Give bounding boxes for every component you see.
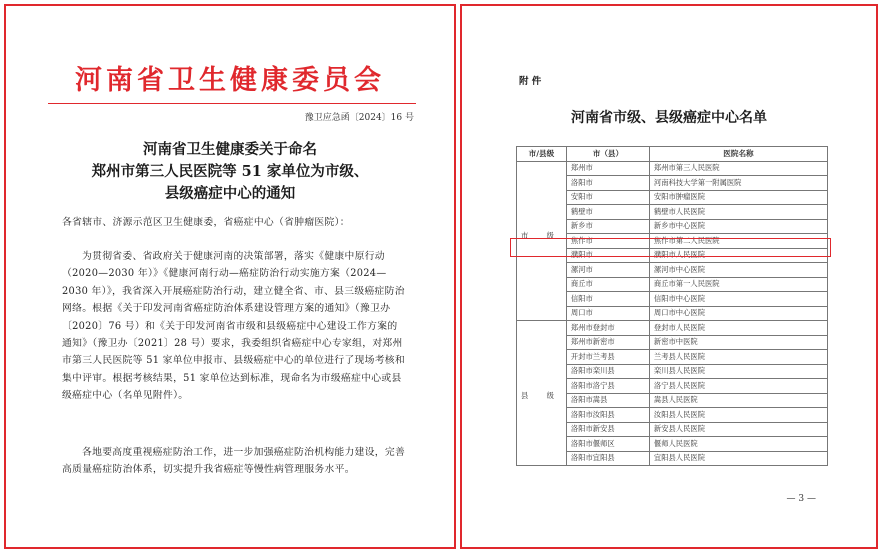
notice-page [4,4,456,549]
letterhead-divider [48,103,416,104]
table-body [517,161,828,466]
city-cell: 洛阳市嵩县 [566,393,649,408]
hospital-cell: 河南科技大学第一附属医院 [649,176,827,191]
city-cell: 郑州市 [566,161,649,176]
city-cell: 漯河市 [566,263,649,278]
body-paragraph: 各地要高度重视癌症防治工作，进一步加强癌症防治机构能力建设，完善高质量癌症防治体系，切实提升我省癌症等慢性病管理服务水平。 [62,447,406,476]
hospital-cell: 兰考县人民医院 [649,350,827,365]
column-header: 市/县级 [517,147,567,162]
city-cell: 洛阳市 [566,176,649,191]
title-line: 郑州市第三人民医院等 51 家单位为市级、 [91,163,369,180]
city-cell: 洛阳市偃师区 [566,437,649,452]
hospital-cell: 漯河市中心医院 [649,263,827,278]
city-cell: 洛阳市宜阳县 [566,451,649,466]
column-header: 医院名称 [649,147,827,162]
hospital-cell: 汝阳县人民医院 [649,408,827,423]
title-line: 县级癌症中心的通知 [164,185,296,202]
city-cell: 商丘市 [566,277,649,292]
city-cell: 洛阳市洛宁县 [566,379,649,394]
city-cell: 安阳市 [566,190,649,205]
table-header-row [517,147,828,162]
annex-label: 附 件 [519,76,542,87]
notice-title [6,139,454,205]
city-cell: 郑州市新密市 [566,335,649,350]
attachment-page [460,4,878,549]
page-number: — 3 — [786,494,816,504]
city-cell: 信阳市 [566,292,649,307]
city-cell: 周口市 [566,306,649,321]
hospital-cell: 新安县人民医院 [649,422,827,437]
city-cell: 濮阳市 [566,248,649,263]
hospital-cell: 新密市中医院 [649,335,827,350]
hospital-cell: 信阳市中心医院 [649,292,827,307]
salutation: 各省辖市、济源示范区卫生健康委，省癌症中心（省肿瘤医院）： [62,217,350,228]
city-cell: 焦作市 [566,234,649,249]
hospital-cell: 偃师人民医院 [649,437,827,452]
column-header: 市（县） [566,147,649,162]
level-label: 县 级 [521,390,562,400]
document-number: 豫卫应急函〔2024〕16 号 [304,113,414,123]
city-cell: 新乡市 [566,219,649,234]
hospital-cell: 嵩县人民医院 [649,393,827,408]
table-row [517,161,828,176]
hospital-cell: 登封市人民医院 [649,321,827,336]
cancer-center-table [516,146,828,466]
hospital-cell: 周口市中心医院 [649,306,827,321]
title-line: 河南省卫生健康委关于命名 [143,141,317,158]
hospital-cell: 郑州市第三人民医院 [649,161,827,176]
hospital-cell: 商丘市第一人民医院 [649,277,827,292]
level-cell [517,321,567,466]
city-cell: 洛阳市新安县 [566,422,649,437]
level-label: 市 级 [521,231,562,240]
hospital-cell: 新乡市中心医院 [649,219,827,234]
letterhead-title: 河南省卫生健康委员会 [75,65,385,96]
city-cell: 鹤壁市 [566,205,649,220]
hospital-cell: 安阳市肿瘤医院 [649,190,827,205]
hospital-cell: 濮阳市人民医院 [649,248,827,263]
table-row [517,321,828,336]
highlight-box [510,238,831,257]
hospital-cell: 焦作市第二人民医院 [649,234,827,249]
city-cell: 洛阳市汝阳县 [566,408,649,423]
hospital-cell: 鹤壁市人民医院 [649,205,827,220]
city-cell: 洛阳市栾川县 [566,364,649,379]
hospital-cell: 栾川县人民医院 [649,364,827,379]
hospital-cell: 宜阳县人民医院 [649,451,827,466]
city-cell: 郑州市登封市 [566,321,649,336]
hospital-cell: 洛宁县人民医院 [649,379,827,394]
body-paragraph: 为贯彻省委、省政府关于健康河南的决策部署，落实《健康中原行动（2020—2030 年）》《健康河南行动—癌症防治行动实施方案（2024—2030 年）》，我省深入开展癌症防治行动，建立健全省、市、县三级癌症防治网络。根据《关于印发河南省癌症防治体系建设管理方案的通知》（豫卫办〔2020〕76 号）和《关于印发河南省市级和县级癌症中心建设工作方案的通知》（豫卫办〔2021〕28 号）要求，我委组织省癌症中心专家组，对郑州市第三人民医院等 51 家单位申报市、县级癌症中心的单位进行了现场考核和集中评审。根据考核结果，51 家单位达到标准，现命名为市级癌症中心或县级癌症中心（名单见附件）。 [62,251,405,402]
city-cell: 开封市兰考县 [566,350,649,365]
list-title: 河南省市级、县级癌症中心名单 [571,110,767,126]
